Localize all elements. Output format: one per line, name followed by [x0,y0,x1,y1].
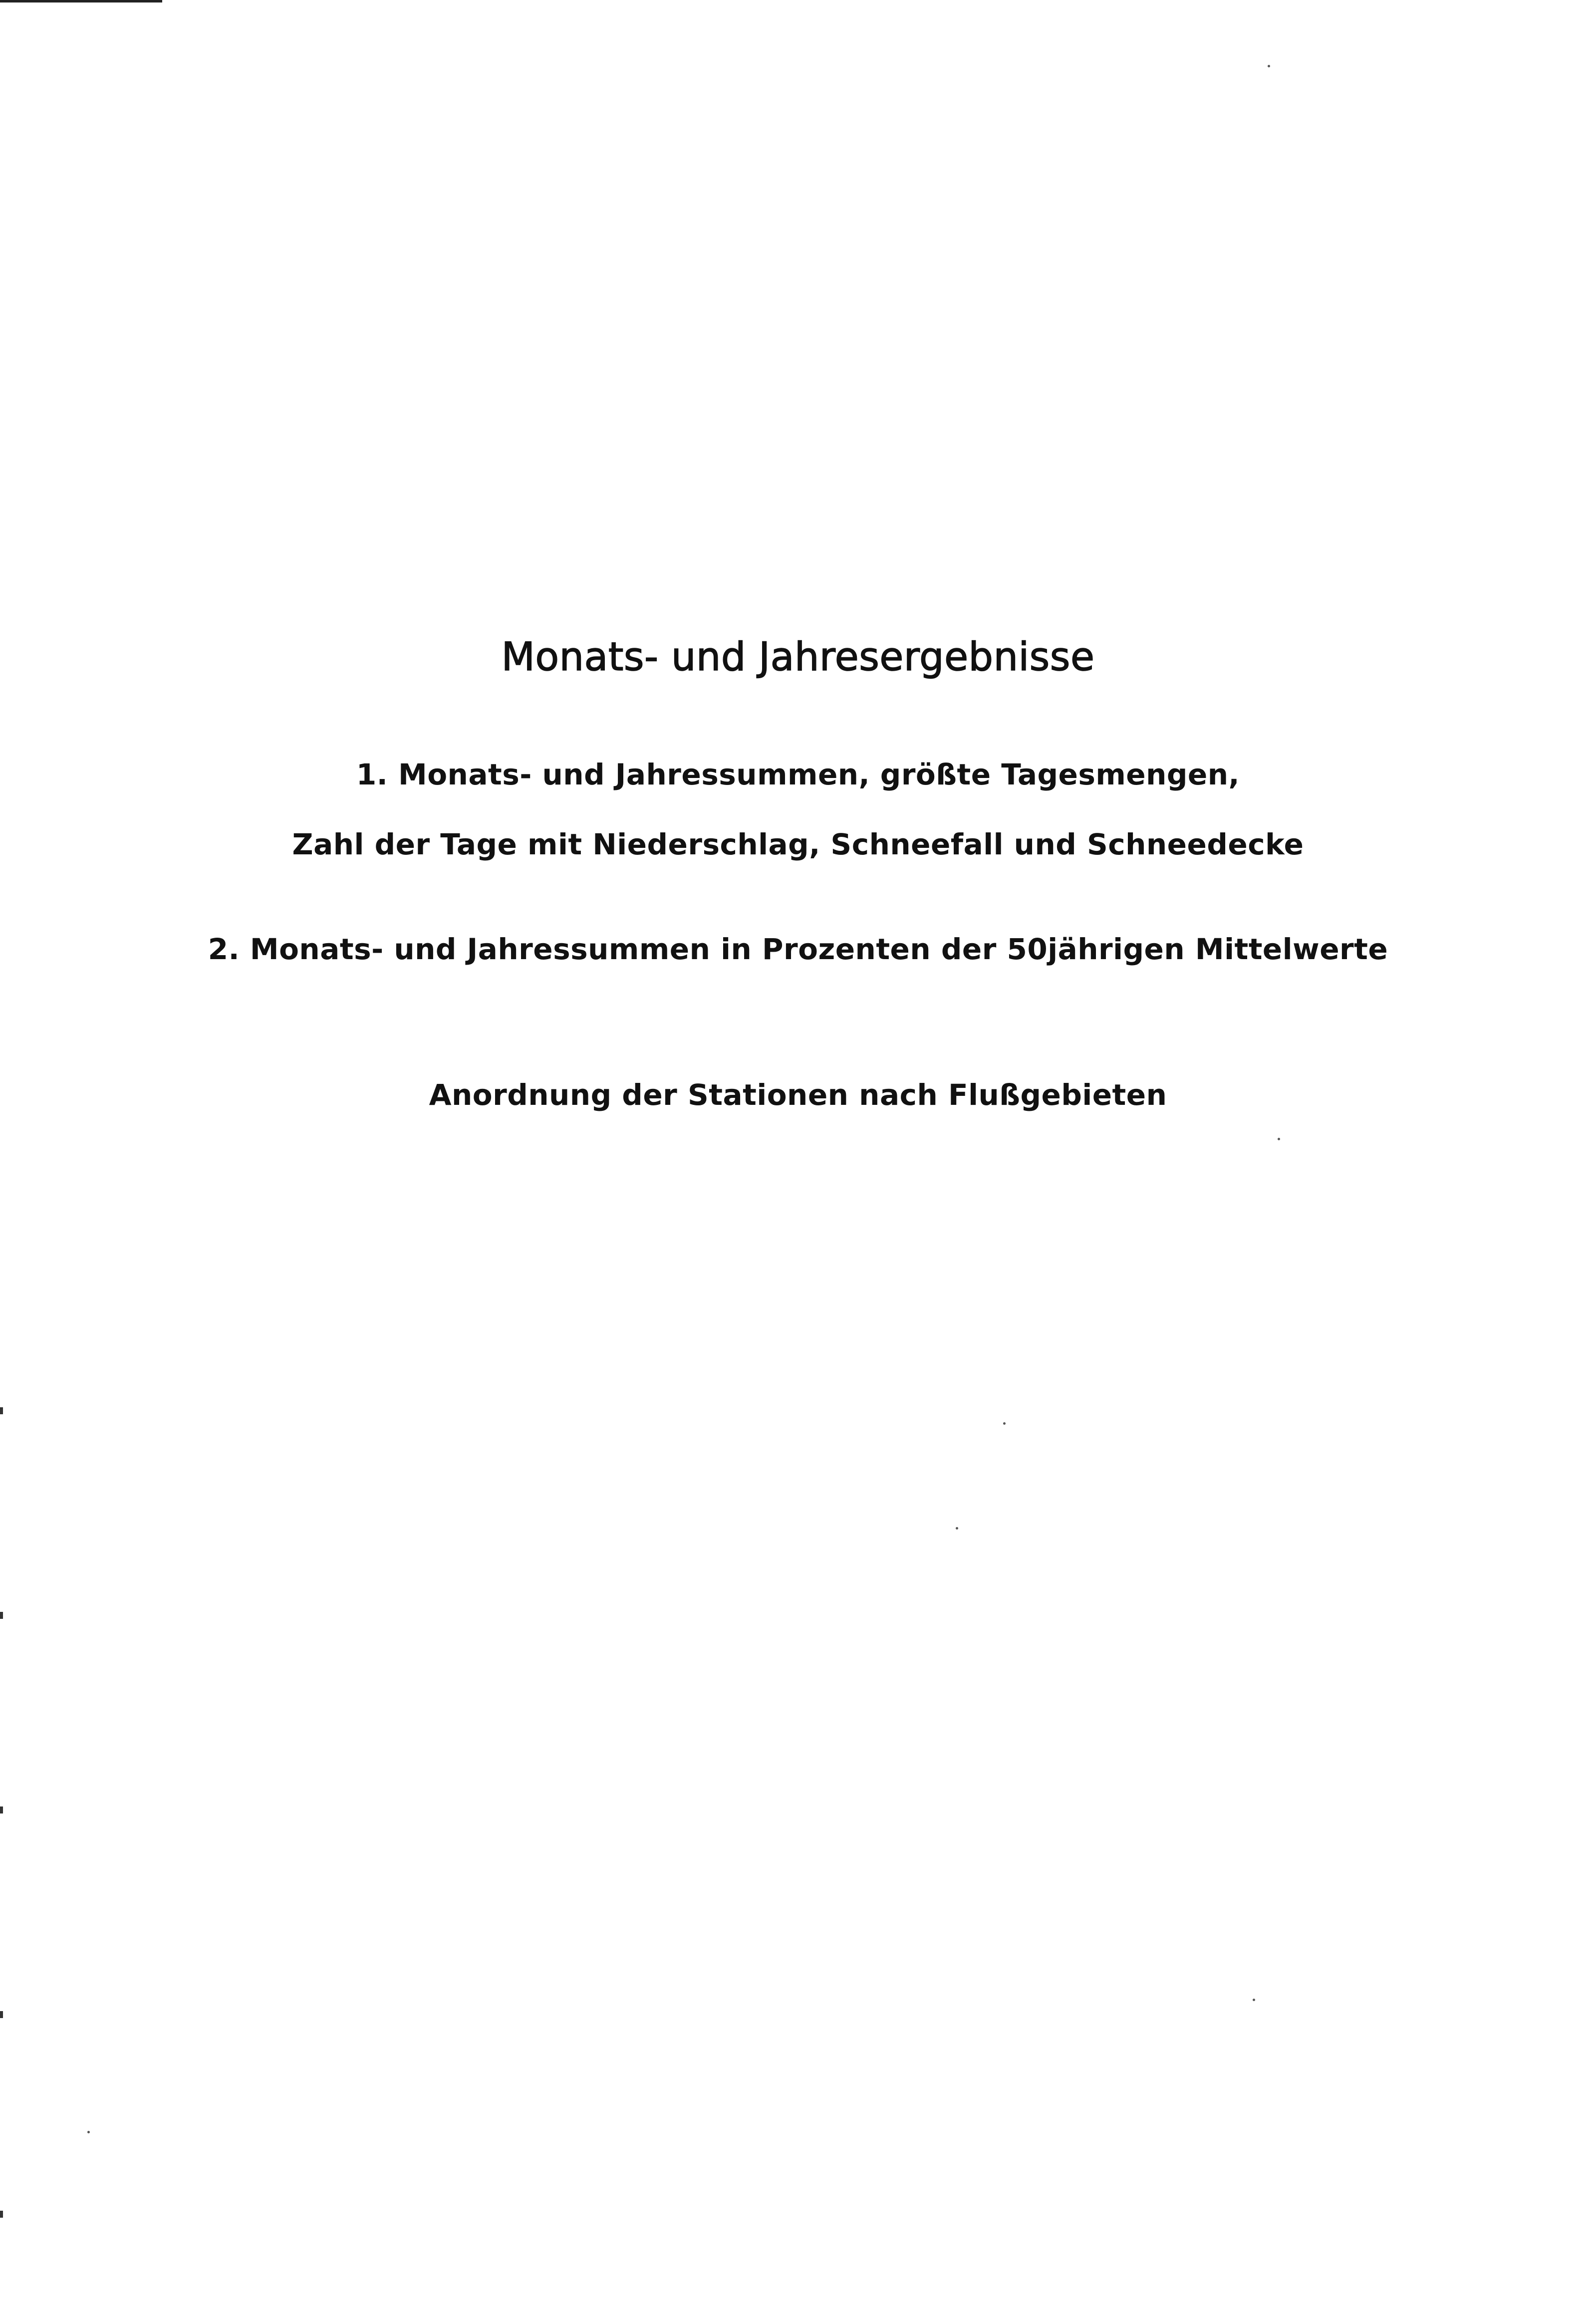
contents-item-1-line-2: Zahl der Tage mit Niederschlag, Schneefall und Schneedecke [292,827,1304,861]
scan-speck [87,2131,90,2133]
scan-edge-mark [0,2211,3,2218]
contents-item-2: 2. Monats- und Jahressummen in Prozenten der 50jährigen Mittelwerte [208,932,1388,966]
scan-edge-mark [0,1612,3,1619]
scan-speck [956,1527,958,1530]
scan-speck [1278,1138,1280,1140]
scan-speck [1253,1999,1255,2001]
scan-edge-mark [0,1407,3,1414]
page-title: Monats- und Jahresergebnisse [501,635,1095,680]
scan-edge-mark [0,1806,3,1813]
contents-item-1-line-1: 1. Monats- und Jahressummen, größte Tagesmengen, [356,758,1240,791]
scan-speck [1003,1422,1006,1425]
scan-speck [1268,65,1270,67]
scan-edge-mark [0,2011,3,2018]
top-rule [0,0,162,2]
arrangement-note: Anordnung der Stationen nach Flußgebieten [429,1078,1167,1112]
